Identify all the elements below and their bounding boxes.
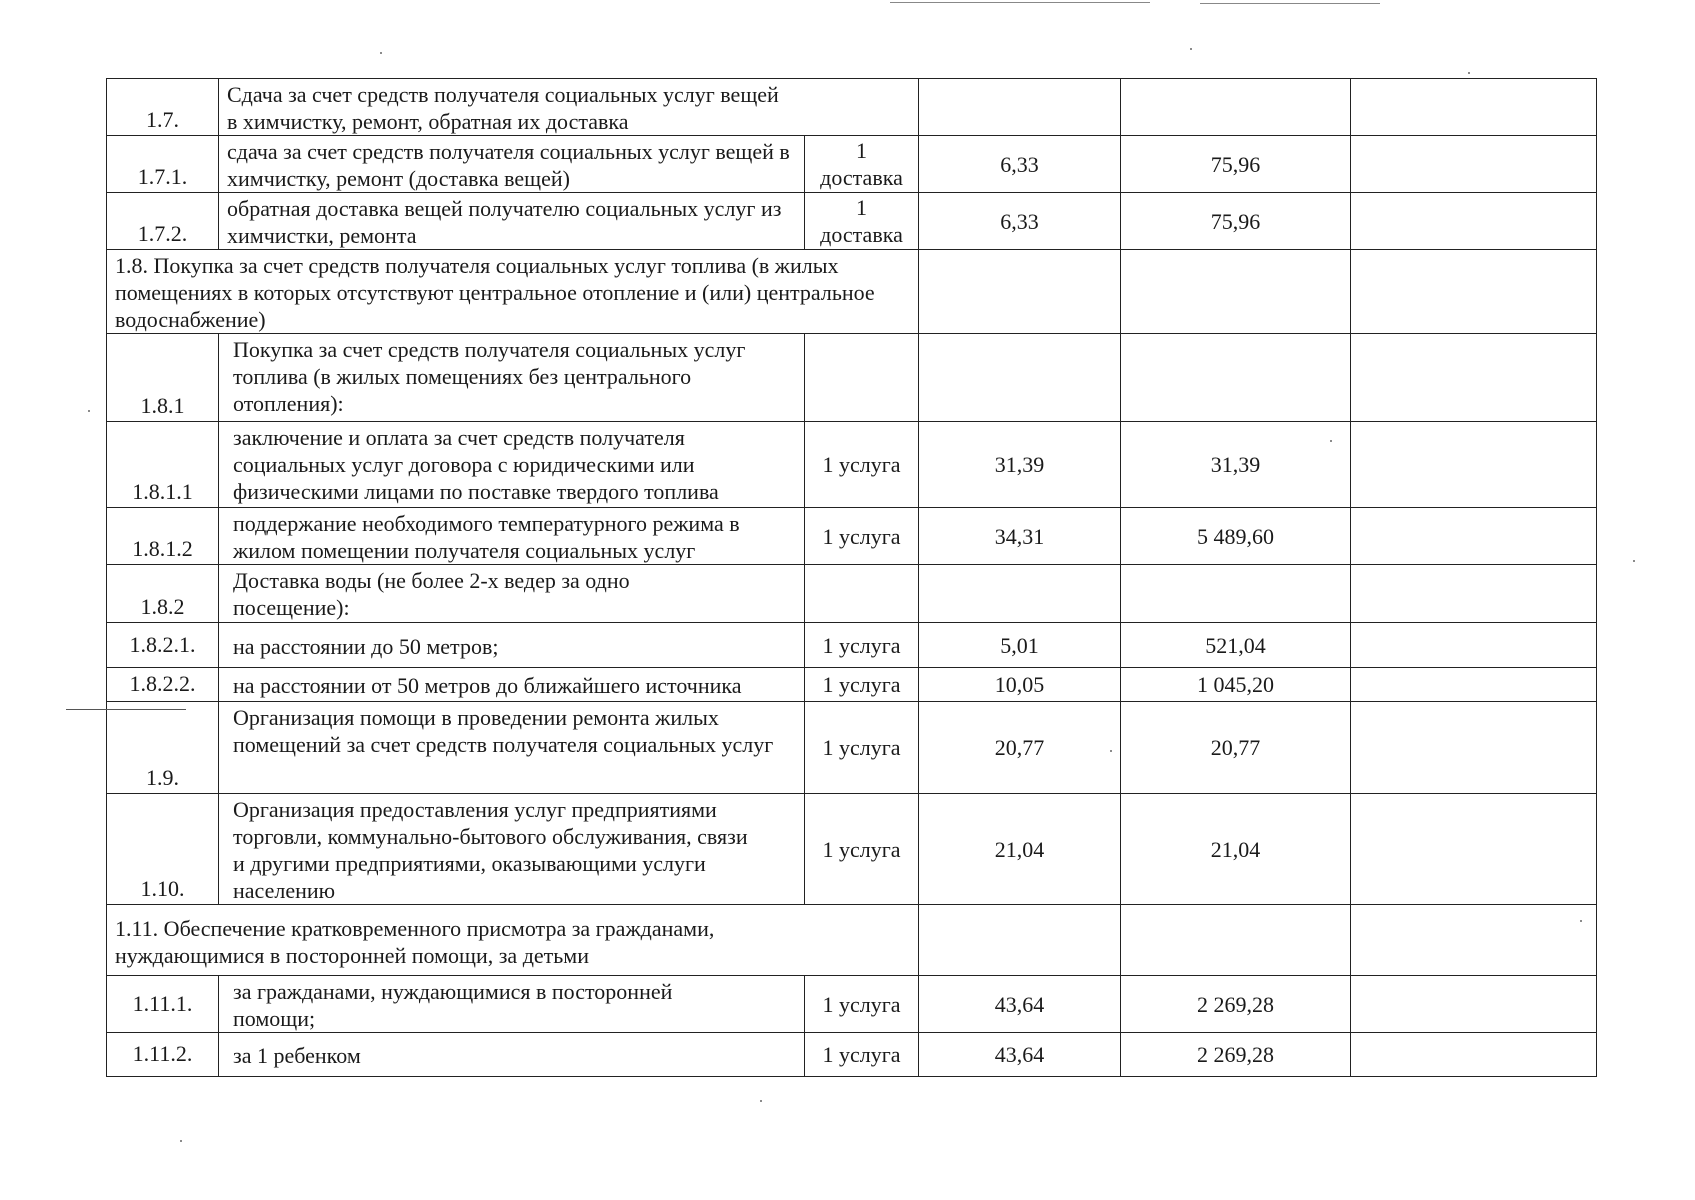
row-total — [1121, 79, 1351, 136]
scan-artifact-dot — [180, 1140, 182, 1142]
row-total: 75,96 — [1121, 136, 1351, 193]
table-row — [107, 422, 1597, 508]
row-description: на расстоянии до 50 метров; — [219, 623, 805, 668]
row-description: поддержание необходимого температурного режима в жилом помещении получателя социальных услуг — [219, 508, 805, 565]
row-price: 34,31 — [919, 508, 1121, 565]
row-total: 2 269,28 — [1121, 1033, 1351, 1077]
scan-artifact-dot — [1580, 920, 1582, 922]
row-price — [919, 905, 1121, 976]
row-unit: 1 услуга — [805, 508, 919, 565]
row-total: 2 269,28 — [1121, 976, 1351, 1033]
row-price: 20,77 — [919, 702, 1121, 794]
row-note — [1351, 79, 1597, 136]
row-note — [1351, 422, 1597, 508]
row-price — [919, 565, 1121, 623]
table-row — [107, 702, 1597, 794]
row-note — [1351, 508, 1597, 565]
row-number: 1.9. — [107, 702, 219, 794]
row-price: 6,33 — [919, 193, 1121, 250]
row-description: сдача за счет средств получателя социальных услуг вещей в химчистку, ремонт (доставка вещей) — [219, 136, 805, 193]
row-unit: 1 услуга — [805, 422, 919, 508]
row-number: 1.7. — [107, 79, 219, 136]
table-row — [107, 508, 1597, 565]
row-unit — [805, 334, 919, 422]
row-price — [919, 79, 1121, 136]
row-note — [1351, 794, 1597, 905]
row-unit: 1 доставка — [805, 193, 919, 250]
row-note — [1351, 193, 1597, 250]
row-price: 43,64 — [919, 1033, 1121, 1077]
row-description: заключение и оплата за счет средств получателя социальных услуг договора с юридическими или физическими лицами по поставке твердого топлива — [219, 422, 805, 508]
table-row — [107, 334, 1597, 422]
row-price: 43,64 — [919, 976, 1121, 1033]
row-number: 1.11.1. — [107, 976, 219, 1033]
row-description: Организация предоставления услуг предприятиями торговли, коммунально-бытового обслуживания, связи и другими предприятиями, оказывающими услуги населению — [219, 794, 805, 905]
scan-artifact-line — [1200, 3, 1380, 4]
row-description: Сдача за счет средств получателя социальных услуг вещей в химчистку, ремонт, обратная их доставка — [219, 79, 919, 136]
row-price: 5,01 — [919, 623, 1121, 668]
scan-artifact-dot — [1633, 560, 1635, 562]
row-unit: 1 услуга — [805, 794, 919, 905]
row-note — [1351, 1033, 1597, 1077]
scan-artifact-line — [66, 709, 186, 710]
row-note — [1351, 905, 1597, 976]
scan-artifact-dot — [1468, 72, 1470, 74]
section-row — [107, 250, 1597, 334]
row-note — [1351, 623, 1597, 668]
table-row — [107, 79, 1597, 136]
row-price — [919, 250, 1121, 334]
section-heading: 1.11. Обеспечение кратковременного присмотра за гражданами, нуждающимися в посторонней помощи, за детьми — [107, 905, 919, 976]
row-total: 31,39 — [1121, 422, 1351, 508]
row-total — [1121, 334, 1351, 422]
scan-artifact-dot — [1190, 48, 1192, 50]
table-row — [107, 623, 1597, 668]
row-number: 1.8.1.2 — [107, 508, 219, 565]
row-number: 1.8.1.1 — [107, 422, 219, 508]
row-price: 31,39 — [919, 422, 1121, 508]
row-description: обратная доставка вещей получателю социальных услуг из химчистки, ремонта — [219, 193, 805, 250]
row-number: 1.8.2.1. — [107, 623, 219, 668]
row-number: 1.11.2. — [107, 1033, 219, 1077]
row-number: 1.7.2. — [107, 193, 219, 250]
row-number: 1.8.2 — [107, 565, 219, 623]
table-row — [107, 976, 1597, 1033]
scan-artifact-line — [890, 2, 1150, 3]
row-number: 1.7.1. — [107, 136, 219, 193]
scan-artifact-dot — [380, 52, 382, 54]
scan-artifact-dot — [1330, 440, 1332, 442]
row-description: Покупка за счет средств получателя социальных услуг топлива (в жилых помещениях без центрального отопления): — [219, 334, 805, 422]
row-note — [1351, 668, 1597, 702]
row-price: 21,04 — [919, 794, 1121, 905]
row-note — [1351, 136, 1597, 193]
row-note — [1351, 702, 1597, 794]
table-row — [107, 794, 1597, 905]
scan-artifact-dot — [760, 1100, 762, 1102]
table-row — [107, 668, 1597, 702]
row-total — [1121, 905, 1351, 976]
row-description: за 1 ребенком — [219, 1033, 805, 1077]
row-unit: 1 услуга — [805, 668, 919, 702]
row-description: Организация помощи в проведении ремонта жилых помещений за счет средств получателя социальных услуг — [219, 702, 805, 794]
row-total: 521,04 — [1121, 623, 1351, 668]
row-note — [1351, 565, 1597, 623]
row-unit: 1 услуга — [805, 976, 919, 1033]
table-row — [107, 193, 1597, 250]
section-heading: 1.8. Покупка за счет средств получателя социальных услуг топлива (в жилых помещениях в которых отсутствуют центральное отопление и (или) центральное водоснабжение) — [107, 250, 919, 334]
row-total — [1121, 250, 1351, 334]
section-row — [107, 905, 1597, 976]
row-description: за гражданами, нуждающимися в посторонней помощи; — [219, 976, 805, 1033]
row-total: 5 489,60 — [1121, 508, 1351, 565]
table-row — [107, 1033, 1597, 1077]
row-note — [1351, 250, 1597, 334]
row-total: 75,96 — [1121, 193, 1351, 250]
row-price: 10,05 — [919, 668, 1121, 702]
row-unit — [805, 565, 919, 623]
row-number: 1.10. — [107, 794, 219, 905]
row-number: 1.8.2.2. — [107, 668, 219, 702]
services-tariff-table — [106, 78, 1597, 1077]
scan-artifact-dot — [88, 410, 90, 412]
table-row — [107, 565, 1597, 623]
row-unit: 1 услуга — [805, 702, 919, 794]
row-note — [1351, 334, 1597, 422]
row-description: Доставка воды (не более 2-х ведер за одно посещение): — [219, 565, 805, 623]
row-total: 21,04 — [1121, 794, 1351, 905]
table-row — [107, 136, 1597, 193]
row-unit: 1 услуга — [805, 623, 919, 668]
row-price: 6,33 — [919, 136, 1121, 193]
row-unit: 1 доставка — [805, 136, 919, 193]
row-total: 20,77 — [1121, 702, 1351, 794]
row-price — [919, 334, 1121, 422]
scan-artifact-dot — [1110, 750, 1112, 752]
row-number: 1.8.1 — [107, 334, 219, 422]
row-note — [1351, 976, 1597, 1033]
row-total: 1 045,20 — [1121, 668, 1351, 702]
row-description: на расстоянии от 50 метров до ближайшего источника — [219, 668, 805, 702]
row-unit: 1 услуга — [805, 1033, 919, 1077]
row-total — [1121, 565, 1351, 623]
